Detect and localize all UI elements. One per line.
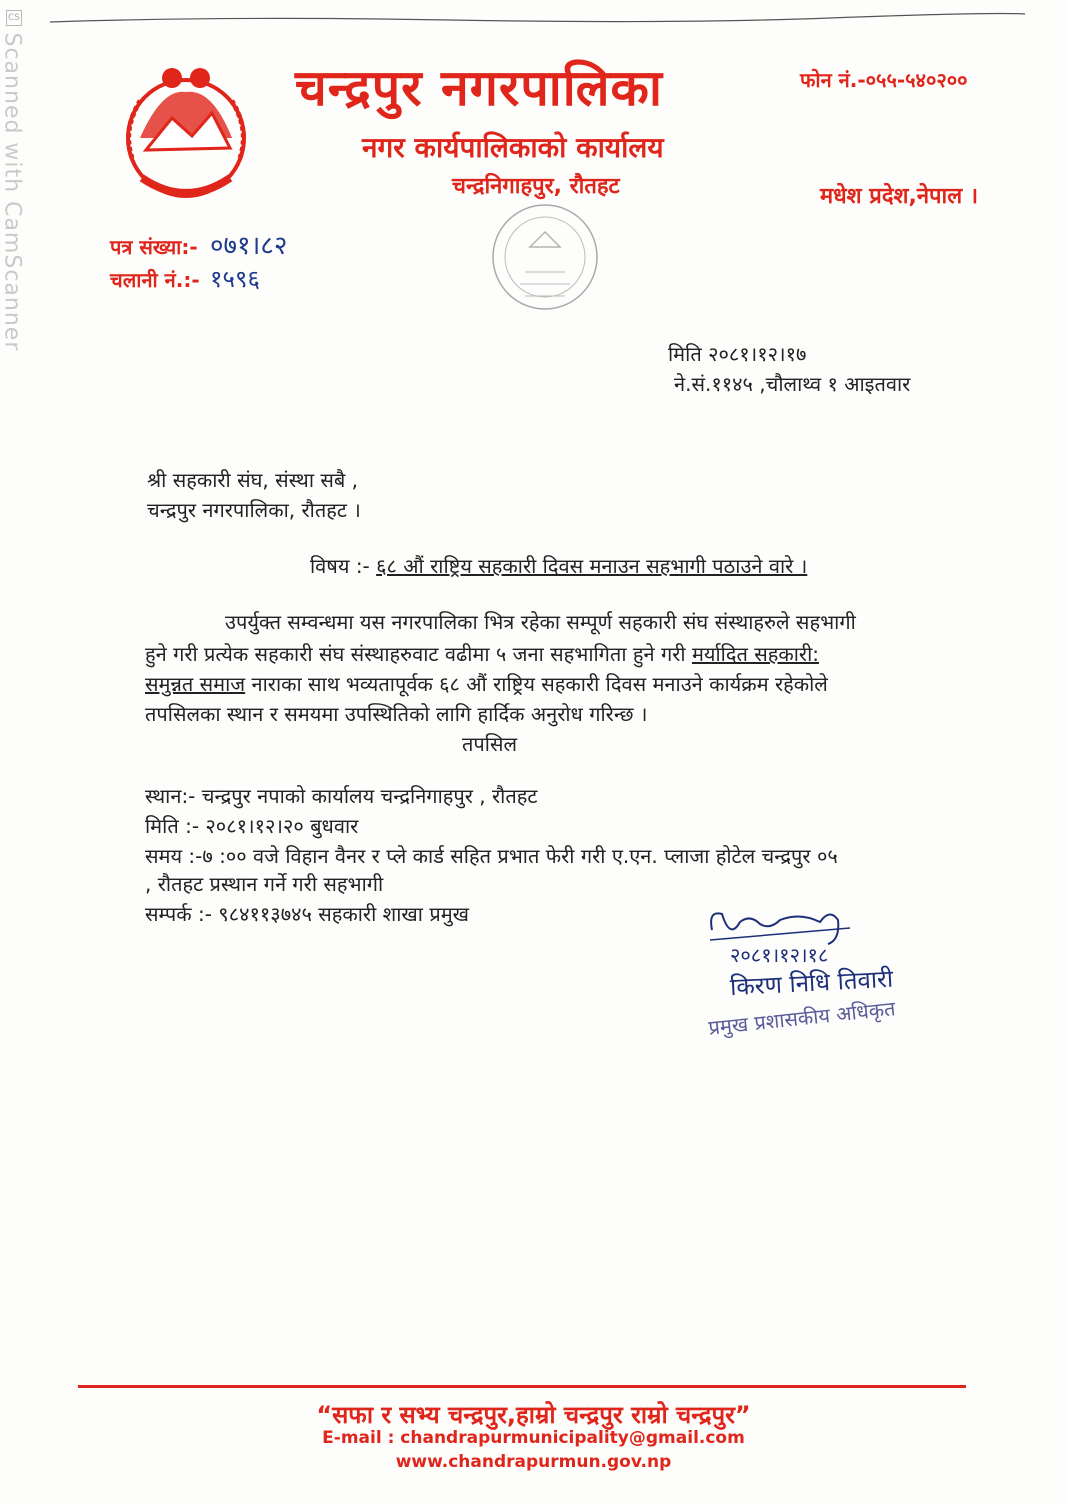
municipality-stamp-icon [470,192,620,332]
recipient-line-1: श्री सहकारी संघ, संस्था सबै , [147,468,359,492]
event-contact: सम्पर्क :- ९८४११३७४५ सहकारी शाखा प्रमुख [145,902,470,926]
nepal-sambat-date: ने.सं.११४५ ,चौलाथ्व १ आइतवार [674,372,911,396]
body-line-2 [145,640,819,667]
body-line-2-text: हुने गरी प्रत्येक सहकारी संघ संस्थाहरुवाट वढीमा ५ जना सहभागिता हुने गरी [145,642,692,666]
body-line-3 [145,670,828,697]
dispatch-number-label: चलानी नं.:- [110,268,200,292]
reference-number-label: पत्र संख्या:- [110,235,198,259]
scanner-watermark [2,10,26,450]
top-border-line [30,8,1030,30]
subject-label: विषय :- [310,554,370,578]
phone-number: फोन नं.-०५५-५४०२०० [800,68,968,92]
camscanner-logo-icon: CS [6,10,22,26]
footer-divider [78,1385,966,1388]
signer-title: प्रमुख प्रशासकीय अधिकृत [707,996,897,1040]
footer-website: www.chandrapurmun.gov.np [395,1452,672,1472]
event-time-line-2: , रौतहट प्रस्थान गर्ने गरी सहभागी [145,872,384,896]
slogan-underlined-part-2: समुन्नत समाज [145,672,246,696]
dispatch-number-value: १५९६ [210,265,260,293]
reference-number-value: ०७१।८२ [210,231,288,261]
watermark-text: Scanned with CamScanner [0,32,25,352]
details-heading: तपसिल [462,732,518,756]
signer-name: किरण निधि तिवारी [729,964,894,1002]
letterhead-title: चन्द्रपुर नगरपालिका [295,59,663,117]
letterhead-subtitle: नगर कार्यपालिकाको कार्यालय [362,131,664,164]
letter-date: मिति २०८१।१२।१७ [668,342,807,366]
footer-email: E-mail : chandrapurmunicipality@gmail.com [322,1428,745,1448]
footer-slogan: “सफा र सभ्य चन्द्रपुर,हाम्रो चन्द्रपुर राम्रो चन्द्रपुर” [316,1401,751,1429]
event-place: स्थान:- चन्द्रपुर नपाको कार्यालय चन्द्रनिगाहपुर , रौतहट [145,784,538,808]
subject-text: ६८ औं राष्ट्रिय सहकारी दिवस मनाउन सहभागी पठाउने वारे । [376,554,808,578]
body-line-4: तपसिलका स्थान र समयमा उपस्थितिको लागि हार्दिक अनुरोध गरिन्छ । [145,702,648,726]
body-line-3-text: नाराका साथ भव्यतापूर्वक ६८ औं राष्ट्रिय सहकारी दिवस मनाउने कार्यक्रम रहेकोले [245,672,828,696]
subject-line [310,552,807,579]
body-line-1: उपर्युक्त सम्वन्धमा यस नगरपालिका भित्र रहेका सम्पूर्ण सहकारी संघ संस्थाहरुले सहभागी [225,610,856,634]
slogan-underlined-part-1: मर्यादित सहकारी: [691,642,820,666]
signature-date: २०८१।१२।१८ [730,943,829,967]
handwritten-signature-icon [700,900,880,970]
event-time-line-1: समय :-७ :०० वजे विहान वैनर र प्ले कार्ड सहित प्रभात फेरी गरी ए.एन. प्लाजा होटेल चन्द्रपुर ०५ [145,844,838,868]
event-date: मिति :- २०८१।१२।२० बुधवार [145,814,359,838]
province-label: मधेश प्रदेश,नेपाल । [820,184,979,209]
letterhead-address: चन्द्रनिगाहपुर, रौतहट [452,174,620,199]
nepal-government-emblem-icon [112,58,260,208]
recipient-line-2: चन्द्रपुर नगरपालिका, रौतहट । [147,498,361,522]
